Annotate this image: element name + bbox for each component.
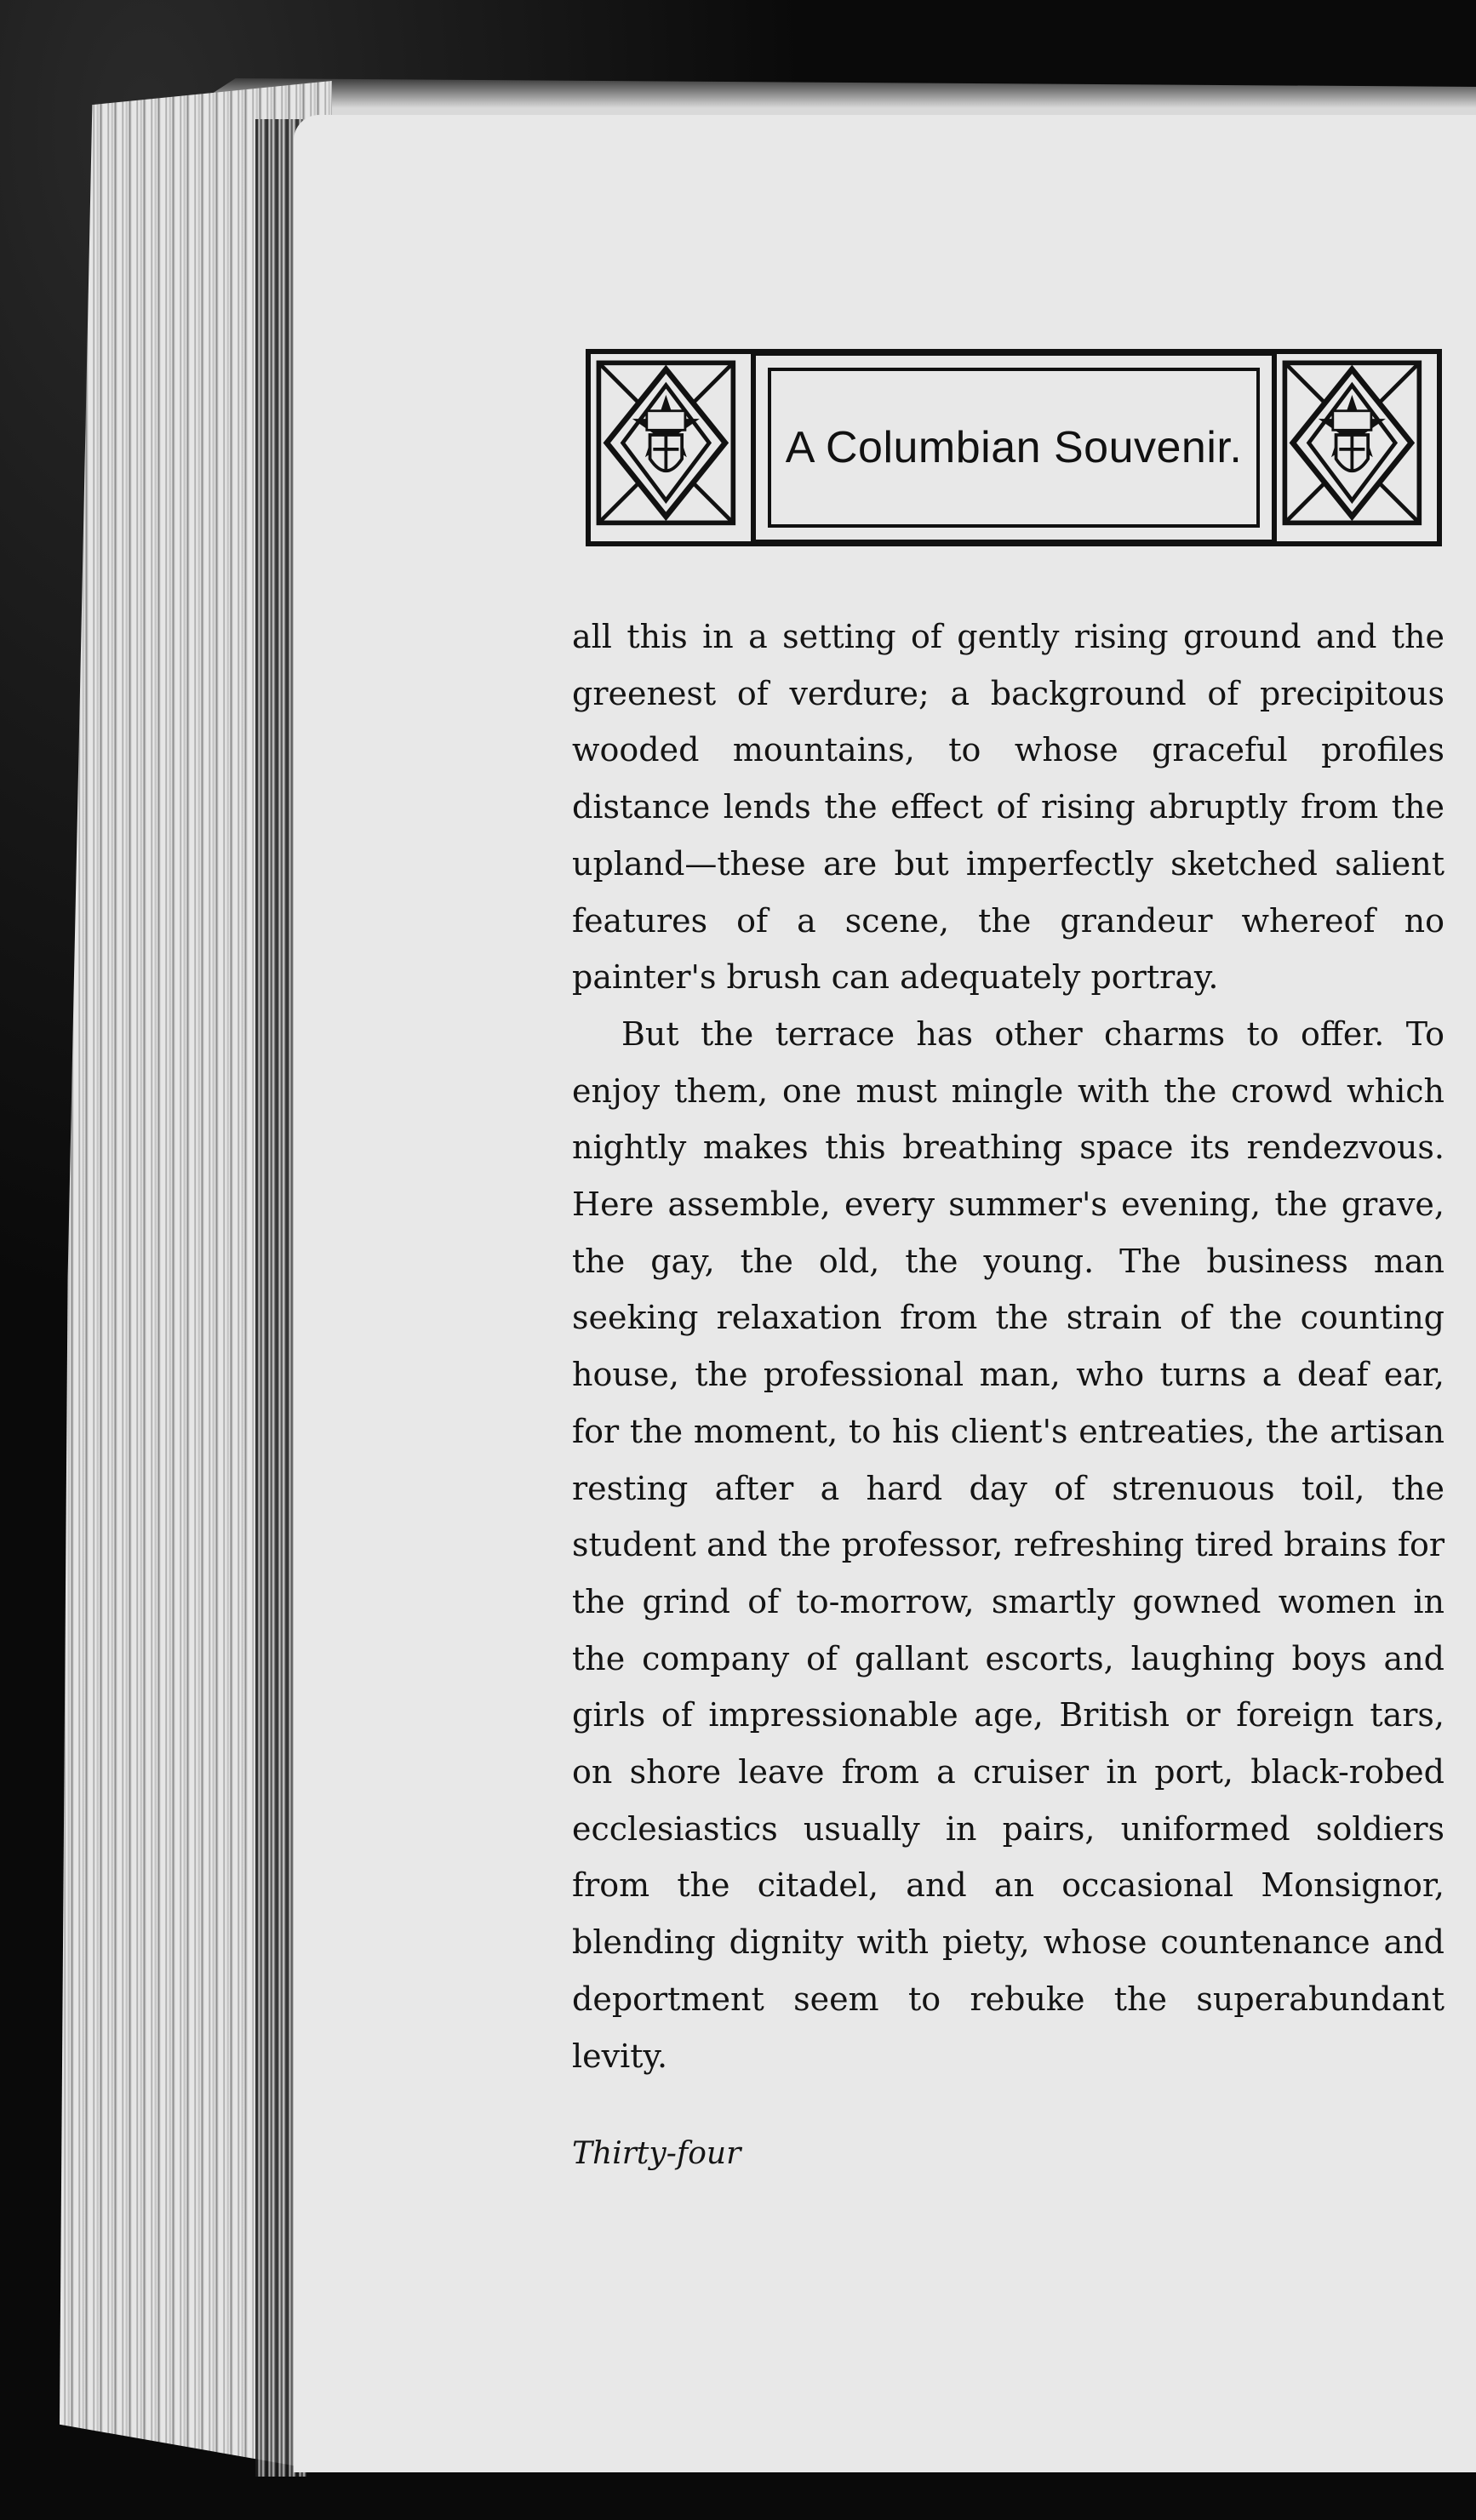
body-text bbox=[572, 609, 1445, 2084]
title-box bbox=[756, 349, 1272, 546]
page-number-label: Thirty-four bbox=[572, 2136, 741, 2171]
paragraph-1: all this in a setting of gently rising ground and the greenest of verdure; a background of precipitous wooded mountains, to whose graceful profiles distance lends the effect of rising abruptly from the upland—these are but imperfectly sketched salient features of a scene, the grandeur whereof no painter's brush can adequately portray. bbox=[572, 618, 1445, 997]
emblem-left-graphic bbox=[591, 354, 751, 541]
page-header bbox=[586, 349, 1442, 546]
emblem-right-graphic bbox=[1277, 354, 1437, 541]
knights-of-columbus-emblem-icon bbox=[586, 349, 756, 546]
paragraph-2: But the terrace has other charms to offer. To enjoy them, one must mingle with the crowd which nightly makes this breathing space its rendezvous. Here assemble, every summer's evening, the grave, the gay, the old, the young. The business man seeking relaxation from the strain of the counting house, the professional man, who turns a deaf ear, for the moment, to his client's entreaties, the artisan resting after a hard day of strenuous toil, the student and the professor, refreshing tired brains for the grind of to-morrow, smartly gowned women in the company of gallant escorts, laughing boys and girls of impressionable age, British or foreign tars, on shore leave from a cruiser in port, black-robed ecclesiastics usually in pairs, uniformed soldiers from the citadel, and an occasional Monsignor, blending dignity with piety, whose countenance and deportment seem to rebuke the superabundant levity. bbox=[572, 1014, 1445, 2075]
page-title: A Columbian Souvenir. bbox=[785, 423, 1243, 472]
knights-of-columbus-emblem-icon bbox=[1272, 349, 1442, 546]
